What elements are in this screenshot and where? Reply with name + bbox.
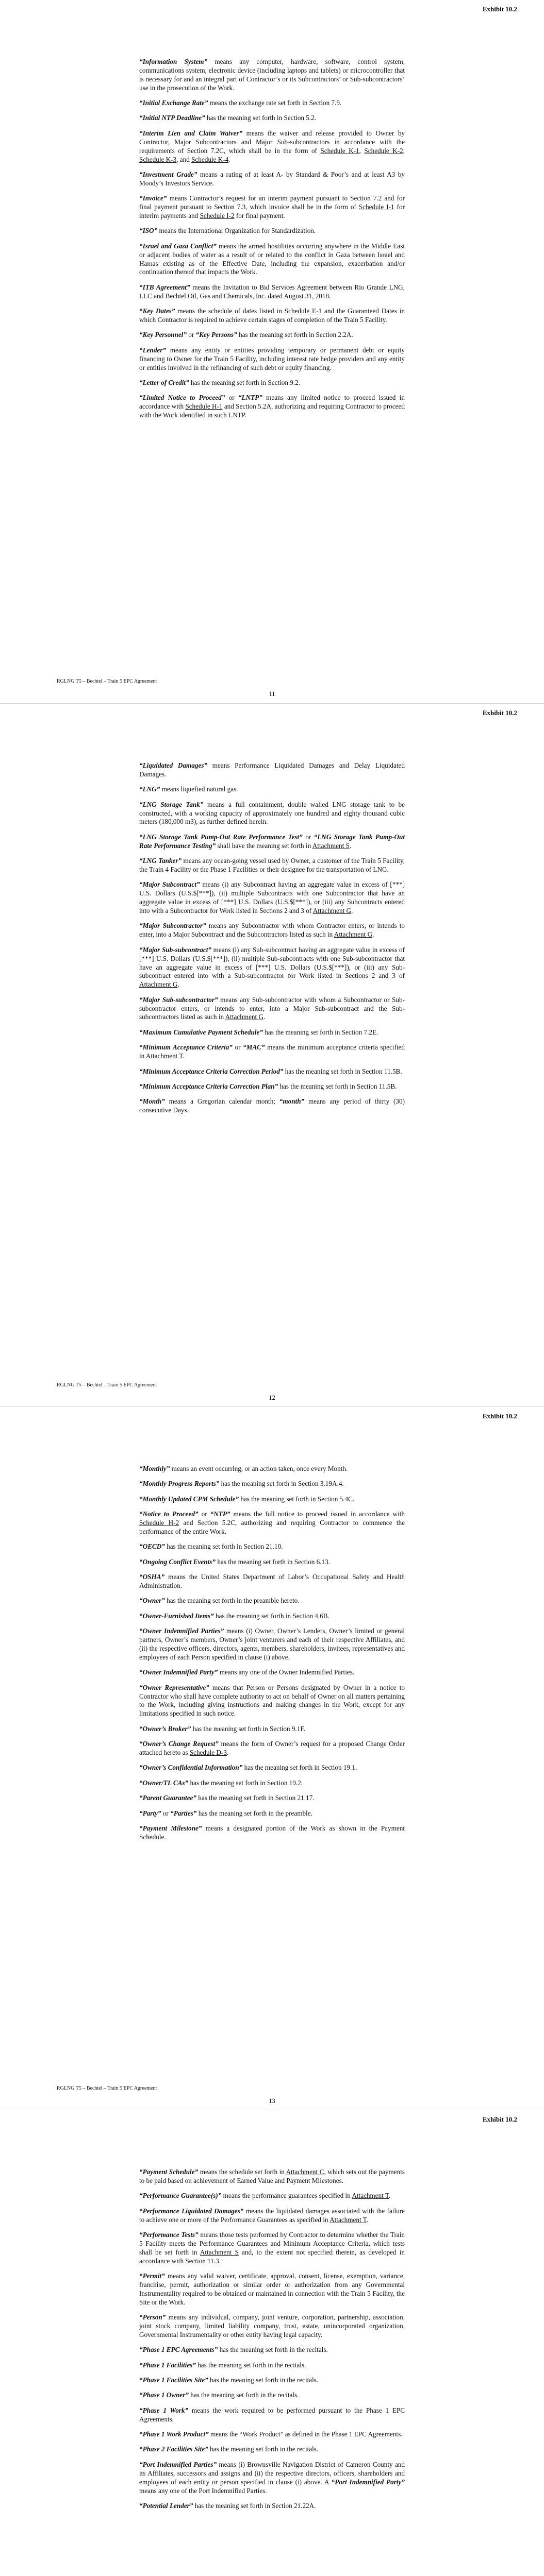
definition	[139, 946, 405, 989]
definition-text: means the form of Owner’s request for a proposed Change Order attached hereto as	[139, 1740, 405, 1756]
definition-text: and Section 5.2C, authorizing and requiring Contractor to commence the performance of the entire Work.	[139, 1519, 405, 1535]
definition	[139, 2502, 405, 2511]
cross-reference: Schedule K-1	[320, 146, 359, 155]
definition	[139, 1510, 405, 1536]
definition	[139, 1573, 405, 1590]
definitions-list	[139, 1407, 405, 1842]
defined-term: “Phase 1 Work Product”	[139, 2430, 209, 2438]
definition-text: means the International Organization for Standardization.	[157, 227, 316, 235]
definition-text: means (i) Brownsville Navigation District of Cameron County and its Affiliates, successors and assigns and (ii) the respective directors, officers, shareholders and employees of each entity or person specified in clause (i) above. A	[139, 2460, 405, 2486]
definition	[139, 761, 405, 779]
definition	[139, 227, 405, 235]
definition	[139, 242, 405, 277]
defined-term: “Permit”	[139, 2272, 165, 2280]
definition-text: means any entity or entities providing temporary or permanent debt or equity financing to Owner for the Train 5 Facility, including interest rate hedge providers and any entity or entities involved in the refinancing of such debt or equity financing.	[139, 346, 405, 371]
definition	[139, 1028, 405, 1037]
defined-term: “Information System”	[139, 58, 208, 65]
defined-term: “Major Subcontract”	[139, 880, 200, 889]
defined-term: “Parties”	[170, 1809, 197, 1817]
defined-term: “Major Subcontractor”	[139, 922, 206, 930]
definition-text: has the meaning set forth in the recitals.	[195, 2361, 306, 2369]
definition-text: means any ocean-going vessel used by Owner, a customer of the Train 5 Facility, the Train 4 Facility or the Phase 1 Facilities or their designee for the transportation of LNG.	[139, 857, 405, 874]
definition	[139, 2461, 405, 2496]
cross-reference: Schedule H-2	[139, 1519, 179, 1527]
definition-text: for interim payments and	[139, 203, 405, 219]
cross-reference: Attachment C	[286, 2168, 324, 2176]
defined-term: “Monthly Progress Reports”	[139, 1480, 220, 1488]
definition-text: .	[263, 1013, 266, 1021]
definition-text: means the schedule set forth in	[198, 2168, 286, 2176]
definition	[139, 2361, 405, 2370]
definition-text: means (i) Owner, Owner’s Lenders, Owner’s limited or general partners, Owner’s members, Owner’s joint venturers and each of their respective Affiliates, and (ii) the respective officers, directors, agents, members, shareholders, invitees, representatives and employees of each Person specified in clause (i) above.	[139, 1627, 405, 1661]
definition-text: means any valid waiver, certificate, approval, consent, license, exemption, variance, franchise, permit, authorization or similar order or authorization from any Governmental Instrumentality required to be obtained or maintained in connection with the Train 5 Facility, the Site or the Work.	[139, 2272, 405, 2306]
definition	[139, 379, 405, 387]
definition-text: means the minimum acceptance criteria specified in	[139, 1043, 405, 1060]
definition-text: means any period of thirty (30) consecutive Days.	[139, 1097, 405, 1114]
exhibit-label: Exhibit 10.2	[482, 709, 517, 717]
cross-reference: Attachment G	[334, 930, 373, 939]
definition-text: has the meaning set forth in Section 19.1.	[242, 1764, 357, 1772]
defined-term: “Liquidated Damages”	[139, 761, 208, 769]
page-13	[0, 1406, 544, 2110]
definition	[139, 58, 405, 93]
definition-text: means the waiver and release provided to Owner by Contractor, Major Subcontractors and Major Sub-subcontractors in accordance with the requirements of Section 7.2C, which shall be in the form of	[139, 129, 405, 155]
page-11	[0, 0, 544, 703]
definition-text: and Section 5.2A, authorizing and requiring Contractor to proceed with the Work identified in such LNTP.	[139, 402, 405, 419]
definition-text: means any Subcontractor with whom Contractor enters, or intends to enter, into a Major Subcontract and the Subcontractors listed as such in	[139, 922, 405, 939]
definition-text: has the meaning set forth in Section 7.2E.	[262, 1028, 378, 1036]
defined-term: “Owner Representative”	[139, 1683, 209, 1691]
definition-text: , which sets out the payments to be paid based on achievement of Earned Value and Payment Milestones.	[139, 2168, 405, 2184]
definition-text: .	[351, 907, 353, 915]
definition	[139, 2231, 405, 2266]
defined-term: “Port Indemnified Party”	[331, 2478, 405, 2486]
definition-text: has the meaning set forth in Section 19.2.	[188, 1778, 303, 1787]
page-number: 11	[269, 690, 275, 698]
definition-text: ,	[359, 146, 365, 155]
defined-term: “Potential Lender”	[139, 2501, 193, 2510]
definition-text: means any individual, company, joint venture, corporation, partnership, association, joint stock company, limited liability company, trust, estate, unincorporated organization, Governmental Instrumentality or other entity having legal capacity.	[139, 2313, 405, 2338]
definition	[139, 1809, 405, 1818]
definition	[139, 1725, 405, 1734]
definition-text: has the meaning set forth in Section 5.4C.	[239, 1495, 355, 1503]
definition-text: means the performance guarantees specified in	[221, 2192, 352, 2200]
cross-reference: Schedule D-3	[189, 1748, 227, 1756]
definition	[139, 2391, 405, 2400]
definition-text: means the armed hostilities occurring anywhere in the Middle East or adjacent bodies of water as a result of or related to the conflict in Gaza between Israel and Hamas existing as of the Effective Date, including the expansion, exacerbation and/or continuation thereof that impacts the Work.	[139, 242, 405, 276]
definition	[139, 331, 405, 340]
definition	[139, 2346, 405, 2354]
defined-term: “Phase 2 Facilities Site”	[139, 2445, 208, 2453]
defined-term: “Lender”	[139, 346, 167, 354]
definition	[139, 2272, 405, 2307]
page-number: 13	[269, 2097, 275, 2105]
definition-text: .	[366, 2215, 369, 2224]
definition-text: has the meaning set forth in the recitals.	[218, 2346, 328, 2354]
definition	[139, 1465, 405, 1473]
definition	[139, 171, 405, 188]
defined-term: “Phase 1 Facilities Site”	[139, 2376, 208, 2384]
definition-text: and, to the extent not specified therein, as developed in accordance with Section 11.3.	[139, 2248, 405, 2265]
defined-term: “Owner Indemnified Parties”	[139, 1627, 224, 1635]
definition-text: means the Invitation to Bid Services Agreement between Rio Grande LNG, LLC and Bechtel Oil, Gas and Chemicals, Inc. dated August 31, 2018.	[139, 283, 405, 300]
definition-text: has the meaning set forth in Section 11.5B.	[283, 1067, 402, 1075]
defined-term: “NTP”	[210, 1510, 230, 1518]
defined-term: “MAC”	[243, 1043, 265, 1052]
defined-term: “Key Dates”	[139, 307, 175, 315]
page-number: 12	[269, 1394, 275, 1401]
defined-term: “Performance Liquidated Damages”	[139, 2207, 244, 2215]
defined-term: “Parent Guarantee”	[139, 1794, 196, 1802]
definition	[139, 1612, 405, 1621]
definition	[139, 1480, 405, 1488]
defined-term: “LNG Storage Tank Pump-Out Rate Performance Test”	[139, 833, 303, 841]
definition	[139, 307, 405, 325]
page-12	[0, 703, 544, 1406]
page-14	[0, 2110, 544, 2576]
definition-text: has the meaning set forth in Section 9.1F.	[191, 1724, 305, 1733]
definition	[139, 2207, 405, 2225]
definition-text: has the meaning set forth in the preamble.	[196, 1809, 312, 1817]
definition	[139, 2406, 405, 2424]
defined-term: “Initial NTP Deadline”	[139, 114, 205, 122]
definition	[139, 114, 405, 123]
definition	[139, 2445, 405, 2454]
defined-term: “Israel and Gaza Conflict”	[139, 242, 217, 250]
defined-term: “Payment Schedule”	[139, 2168, 199, 2176]
definition-text: has the meaning set forth in the recitals.	[208, 2376, 319, 2384]
definition-text: has the meaning set forth in Section 4.6B.	[213, 1612, 329, 1620]
definition-text: means an event occurring, or an action taken, once every Month.	[170, 1465, 348, 1472]
defined-term: “Performance Guarantee(s)”	[139, 2192, 222, 2200]
definition-text: has the meaning set forth in the recitals.	[188, 2391, 299, 2399]
defined-term: “Maximum Cumulative Payment Schedule”	[139, 1028, 263, 1036]
definition-text: .	[177, 980, 179, 989]
definition-text: means any computer, hardware, software, control system, communications system, electronic device (including laptops and tablets) or microcontroller that is necessary for and an integral part of Contractor’s or its Subcontractors’ or Sub-subcontractors’ use in the prosecution of the Work.	[139, 58, 405, 92]
defined-term: “month”	[279, 1097, 305, 1106]
definition	[139, 1668, 405, 1677]
definition	[139, 99, 405, 108]
definition-text: .	[228, 155, 230, 163]
defined-term: “ISO”	[139, 227, 158, 235]
definition-text: .	[389, 2192, 391, 2200]
defined-term: “Minimum Acceptance Criteria”	[139, 1043, 233, 1052]
cross-reference: Schedule K-3	[139, 155, 177, 163]
definition	[139, 1097, 405, 1115]
cross-reference: Attachment S	[200, 2248, 239, 2256]
definition-text: means (i) any Sub-subcontract having an aggregate value in excess of [***] U.S. Dollars (U.S.$[***]), (ii) multiple Sub-subcontracts with one Sub-subcontractor that have an aggregate value in excess of [***] U.S. Dollars (U.S.$[***]), or (iii) any Sub-subcontract entered into with a Sub-subcontractor for Work listed in Sections 2 and 3 of	[139, 945, 405, 980]
footer-text: RGLNG T5 – Bechtel – Train 5 EPC Agreement	[57, 679, 157, 684]
defined-term: “Notice to Proceed”	[139, 1510, 199, 1518]
definition-text: means any one of the Port Indemnified Parties.	[139, 2486, 267, 2495]
definition-text: means Contractor’s request for an interim payment pursuant to Section 7.2 and for final payment pursuant to Section 7.3, which invoice shall be in the form of	[139, 194, 405, 211]
definition-text: or	[198, 1510, 210, 1518]
defined-term: “Owner’s Change Request”	[139, 1740, 219, 1748]
defined-term: “Initial Exchange Rate”	[139, 99, 208, 107]
definition-text: means the exchange rate set forth in Section 7.9.	[208, 99, 342, 107]
definition-text: .	[372, 930, 374, 939]
definition-text: has the meaning set forth in Section 2.2A.	[237, 331, 353, 339]
defined-term: “Ongoing Conflict Events”	[139, 1557, 216, 1566]
definition-text: means Performance Liquidated Damages and Delay Liquidated Damages.	[139, 761, 405, 778]
defined-term: “Owner’s Confidential Information”	[139, 1764, 243, 1772]
definition-text: means the liquidated damages associated with the failure to achieve one or more of the Performance Guarantees as specified in	[139, 2207, 405, 2224]
definition	[139, 833, 405, 851]
defined-term: “Key Persons”	[195, 331, 237, 339]
defined-term: “Key Personnel”	[139, 331, 187, 339]
definition	[139, 1043, 405, 1061]
defined-term: “LNG Tanker”	[139, 857, 182, 865]
definition	[139, 2313, 405, 2340]
defined-term: “Owner’s Broker”	[139, 1724, 191, 1733]
exhibit-label: Exhibit 10.2	[482, 5, 517, 13]
definition-text: , and	[176, 155, 192, 163]
defined-term: “Minimum Acceptance Criteria Correction Plan”	[139, 1082, 278, 1090]
definition	[139, 129, 405, 164]
definition	[139, 2430, 405, 2439]
definition-text: means any one of the Owner Indemnified Parties.	[218, 1668, 355, 1676]
definition-text: has the meaning set forth in Section 21.22A.	[193, 2501, 316, 2510]
definition-text: has the meaning set forth in the recitals.	[208, 2445, 319, 2453]
definition-text: has the meaning set forth in Section 3.19A.4.	[219, 1480, 344, 1488]
definition-text: has the meaning set forth in Section 9.2.	[189, 378, 301, 386]
definition-text: means those tests performed by Contractor to determine whether the Train 5 Facility meets the Performance Guarantees and Minimum Acceptance Criteria, which tests shall be set forth in	[139, 2230, 405, 2256]
definition-text: means a designated portion of the Work as shown in the Payment Schedule.	[139, 1824, 405, 1841]
definition-text: ,	[403, 146, 405, 155]
definition	[139, 1067, 405, 1076]
definition-text: or	[232, 1043, 243, 1052]
footer-text: RGLNG T5 – Bechtel – Train 5 EPC Agreement	[57, 1382, 157, 1388]
exhibit-label: Exhibit 10.2	[482, 2115, 517, 2123]
defined-term: “Owner”	[139, 1597, 165, 1605]
definition	[139, 922, 405, 939]
defined-term: “Owner/TL CAs”	[139, 1778, 189, 1787]
definition-text: .	[183, 1052, 185, 1060]
definition-text: means the full notice to proceed issued in accordance with	[230, 1510, 405, 1518]
definition	[139, 880, 405, 916]
definition	[139, 1597, 405, 1605]
definitions-list	[139, 0, 405, 420]
definition-text: means that Person or Persons designated by Owner in a notice to Contractor who shall have complete authority to act on behalf of Owner on all matters pertaining to the Work, including giving instructions and making changes in the Work, except for any limitations specified in such notice.	[139, 1683, 405, 1718]
defined-term: “Investment Grade”	[139, 170, 197, 178]
definition-text: has the meaning set forth in Section 21.17.	[196, 1794, 315, 1802]
defined-term: “Phase 1 EPC Agreements”	[139, 2346, 218, 2354]
cross-reference: Attachment T	[352, 2192, 389, 2200]
definition	[139, 801, 405, 827]
definition-text: means (i) any Subcontract having an aggregate value in excess of [***] U.S. Dollars (U.S.$[***]), (ii) multiple Subcontracts with one Subcontractor that have an aggregate value in excess of [***] U.S. Dollars (U.S.$[***]), or (iii) any Subcontracts entered into with a Subcontractor for Work listed in Sections 2 and 3 of	[139, 880, 405, 915]
definition-text: or	[161, 1809, 171, 1817]
defined-term: “LNG Storage Tank Pump-Out Rate Performance Testing”	[139, 833, 405, 850]
definition-text: means the work required to be performed pursuant to the Phase 1 EPC Agreements.	[139, 2406, 405, 2423]
definition	[139, 857, 405, 874]
definition-text: means any limited notice to proceed issued in accordance with	[139, 394, 405, 411]
defined-term: “Invoice”	[139, 194, 167, 202]
defined-term: “OECD”	[139, 1543, 165, 1551]
definition	[139, 996, 405, 1022]
definition	[139, 1824, 405, 1842]
defined-term: “Letter of Credit”	[139, 378, 189, 386]
cross-reference: Attachment G	[139, 980, 178, 989]
definition	[139, 785, 405, 794]
definition-text: and the Guaranteed Dates in which Contractor is required to achieve certain stages of completion of the Train 5 Facility.	[139, 307, 405, 324]
defined-term: “Payment Milestone”	[139, 1824, 202, 1832]
defined-term: “Phase 1 Owner”	[139, 2391, 189, 2399]
definition-text: shall have the meaning set forth in	[216, 841, 312, 850]
cross-reference: Attachment T	[145, 1052, 183, 1060]
definition	[139, 1794, 405, 1803]
definition-text: means a Gregorian calendar month;	[164, 1097, 279, 1106]
defined-term: “ITB Agreement”	[139, 283, 190, 291]
defined-term: “Major Sub-subcontractor”	[139, 995, 218, 1004]
cross-reference: Schedule I-1	[358, 203, 394, 211]
definition-text: has the meaning set forth in Section 6.13.	[216, 1557, 330, 1566]
definition-text: has the meaning set forth in Section 21.10.	[164, 1543, 283, 1551]
definition-text: has the meaning set forth in Section 5.2.	[205, 114, 317, 122]
definition	[139, 1764, 405, 1772]
footer-text: RGLNG T5 – Bechtel – Train 5 EPC Agreement	[57, 2086, 157, 2091]
cross-reference: Schedule K-2	[364, 146, 403, 155]
defined-term: “Interim Lien and Claim Waiver”	[139, 129, 243, 137]
cross-reference: Attachment S	[312, 841, 350, 850]
definition	[139, 346, 405, 372]
definition	[139, 1495, 405, 1504]
defined-term: “Party”	[139, 1809, 161, 1817]
cross-reference: Attachment T	[329, 2215, 367, 2224]
defined-term: “Month”	[139, 1097, 165, 1106]
defined-term: “Owner Indemnified Party”	[139, 1668, 218, 1676]
defined-term: “Owner-Furnished Items”	[139, 1612, 214, 1620]
defined-term: “Limited Notice to Proceed”	[139, 394, 225, 402]
cross-reference: Schedule I-2	[200, 211, 235, 219]
definition	[139, 1779, 405, 1788]
cross-reference: Schedule H-1	[185, 402, 223, 411]
definition	[139, 2168, 405, 2185]
definition	[139, 394, 405, 420]
definition	[139, 1558, 405, 1567]
definition	[139, 1082, 405, 1091]
definition-text: has the meaning set forth in the preamble hereto.	[164, 1597, 300, 1605]
defined-term: “Person”	[139, 2313, 166, 2321]
definition-text: has the meaning set forth in Section 11.5B.	[278, 1082, 397, 1090]
definition	[139, 1543, 405, 1551]
definition-text: .	[349, 841, 352, 850]
defined-term: “Phase 1 Work”	[139, 2406, 189, 2414]
definition	[139, 2376, 405, 2385]
definition	[139, 1627, 405, 1662]
definition-text: .	[226, 1748, 229, 1756]
cross-reference: Schedule K-4	[191, 155, 229, 163]
definition	[139, 1684, 405, 1719]
exhibit-label: Exhibit 10.2	[482, 1412, 517, 1420]
defined-term: “Port Indemnified Parties”	[139, 2460, 217, 2468]
defined-term: “Monthly”	[139, 1465, 170, 1472]
definition-text: or	[225, 394, 238, 402]
definition-text: means the United States Department of Labor’s Occupational Safety and Health Administration.	[139, 1573, 405, 1590]
definition-text: means the “Work Product” as defined in the Phase 1 EPC Agreements.	[208, 2430, 403, 2438]
definition	[139, 2192, 405, 2200]
defined-term: “Major Sub-subcontract”	[139, 945, 211, 954]
definition	[139, 194, 405, 221]
cross-reference: Attachment G	[225, 1013, 263, 1021]
defined-term: “OSHA”	[139, 1573, 165, 1581]
definition	[139, 1740, 405, 1757]
definition-text: means a full containment, double walled LNG storage tank to be constructed, with a working capacity of approximately one hundred and eighty thousand cubic meters (180,000 m3), as further defined herein.	[139, 800, 405, 826]
definition-text: or	[186, 331, 196, 339]
definition-text: or	[302, 833, 314, 841]
definition-text: means the schedule of dates listed in	[175, 307, 285, 315]
definition-text: for final payment.	[234, 211, 285, 219]
cross-reference: Schedule E-1	[284, 307, 322, 315]
defined-term: “LNG Storage Tank”	[139, 800, 204, 808]
defined-term: “Monthly Updated CPM Schedule”	[139, 1495, 239, 1503]
defined-term: “Performance Tests”	[139, 2230, 199, 2239]
definition-text: means a rating of at least A- by Standard & Poor’s and at least A3 by Moody’s Investors Service.	[139, 170, 405, 187]
definition-text: means any Sub-subcontractor with whom a Subcontractor or Sub-subcontractor enters, or intends to enter, into a Major Sub-subcontract and the Sub-subcontractors listed as such in	[139, 995, 405, 1021]
definitions-list	[139, 2110, 405, 2511]
defined-term: “LNTP”	[238, 394, 262, 402]
definitions-list	[139, 704, 405, 1115]
definition	[139, 283, 405, 301]
cross-reference: Attachment G	[312, 907, 352, 915]
defined-term: “Minimum Acceptance Criteria Correction Period”	[139, 1067, 284, 1075]
defined-term: “Phase 1 Facilities”	[139, 2361, 196, 2369]
defined-term: “LNG”	[139, 785, 160, 793]
definition-text: means liquefied natural gas.	[160, 785, 238, 793]
